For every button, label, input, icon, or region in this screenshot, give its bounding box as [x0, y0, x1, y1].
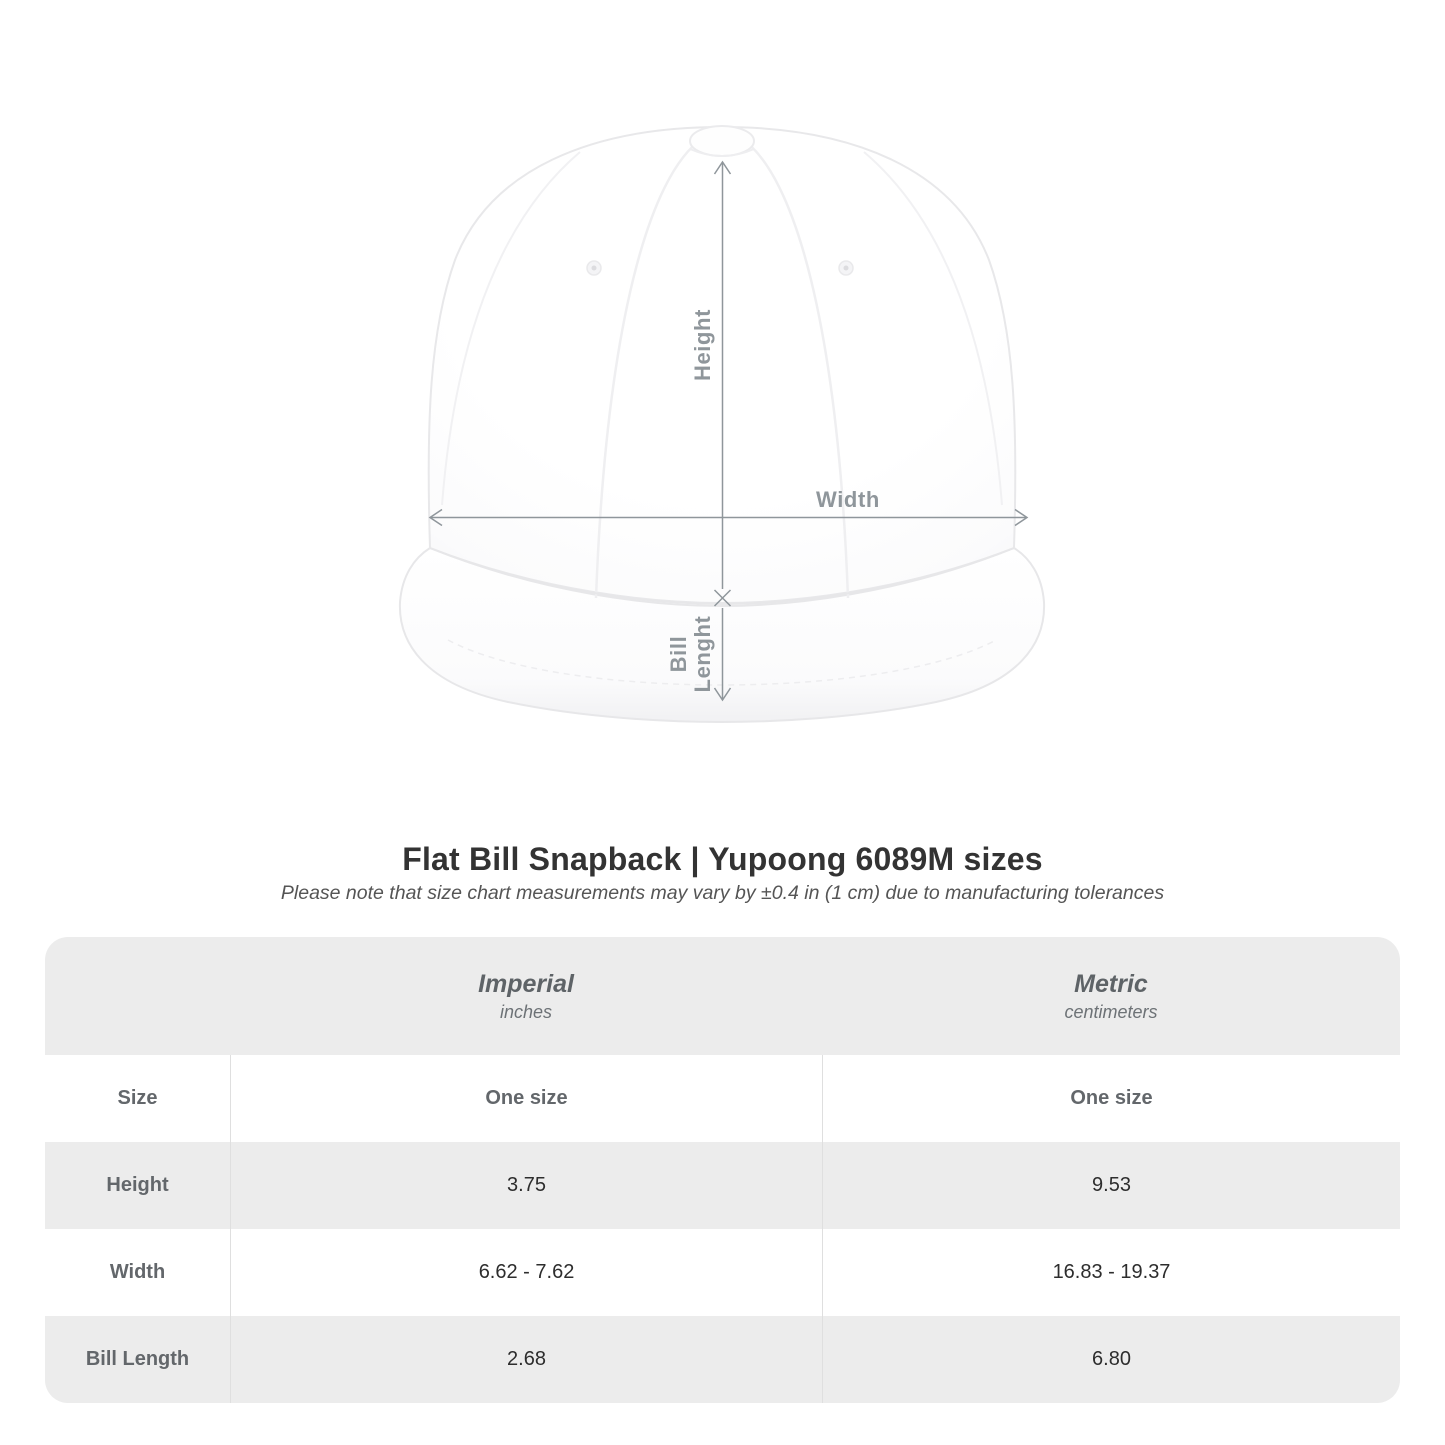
imperial-value-cell: One size: [230, 1055, 822, 1142]
hat-eyelet-left: [587, 261, 601, 275]
hat-eyelet-right: [839, 261, 853, 275]
size-table: [45, 937, 1400, 1403]
imperial-value-cell: 6.62 - 7.62: [230, 1229, 822, 1316]
row-label-cell: Bill Length: [85, 1348, 190, 1370]
height-dimension-label: Height: [690, 308, 715, 382]
metric-unit-label: centimeters: [1064, 1001, 1158, 1022]
imperial-unit-label: inches: [499, 1001, 553, 1022]
hat-button: [690, 126, 754, 156]
size-table-body: [45, 1055, 1400, 1403]
metric-value-cell: One size: [822, 1055, 1400, 1142]
bill-length-dimension-label-line1: Bill: [666, 635, 691, 673]
metric-column-header: [822, 970, 1400, 1023]
imperial-label: Imperial: [478, 969, 574, 998]
size-table-header: [45, 937, 1400, 1055]
metric-value-cell: 9.53: [822, 1142, 1400, 1229]
imperial-value-cell: 2.68: [230, 1316, 822, 1403]
imperial-value-cell: 3.75: [230, 1142, 822, 1229]
metric-label: Metric: [1074, 969, 1148, 998]
width-dimension-label: Width: [816, 487, 880, 512]
metric-value-cell: 16.83 - 19.37: [822, 1229, 1400, 1316]
bill-length-dimension-label-line2: Lenght: [690, 615, 715, 693]
table-row: [45, 1142, 1400, 1229]
metric-value-cell: 6.80: [822, 1316, 1400, 1403]
row-label-cell: Width: [109, 1261, 166, 1283]
page-title: Flat Bill Snapback | Yupoong 6089M sizes: [402, 841, 1043, 877]
row-label-cell: Height: [106, 1174, 169, 1196]
imperial-column-header: [230, 970, 822, 1023]
table-row: [45, 1055, 1400, 1142]
table-row: [45, 1316, 1400, 1403]
table-row: [45, 1229, 1400, 1316]
row-label-cell: Size: [117, 1087, 158, 1109]
page-subtitle: Please note that size chart measurements may vary by ±0.4 in (1 cm) due to manufacturing tolerances: [280, 882, 1165, 904]
